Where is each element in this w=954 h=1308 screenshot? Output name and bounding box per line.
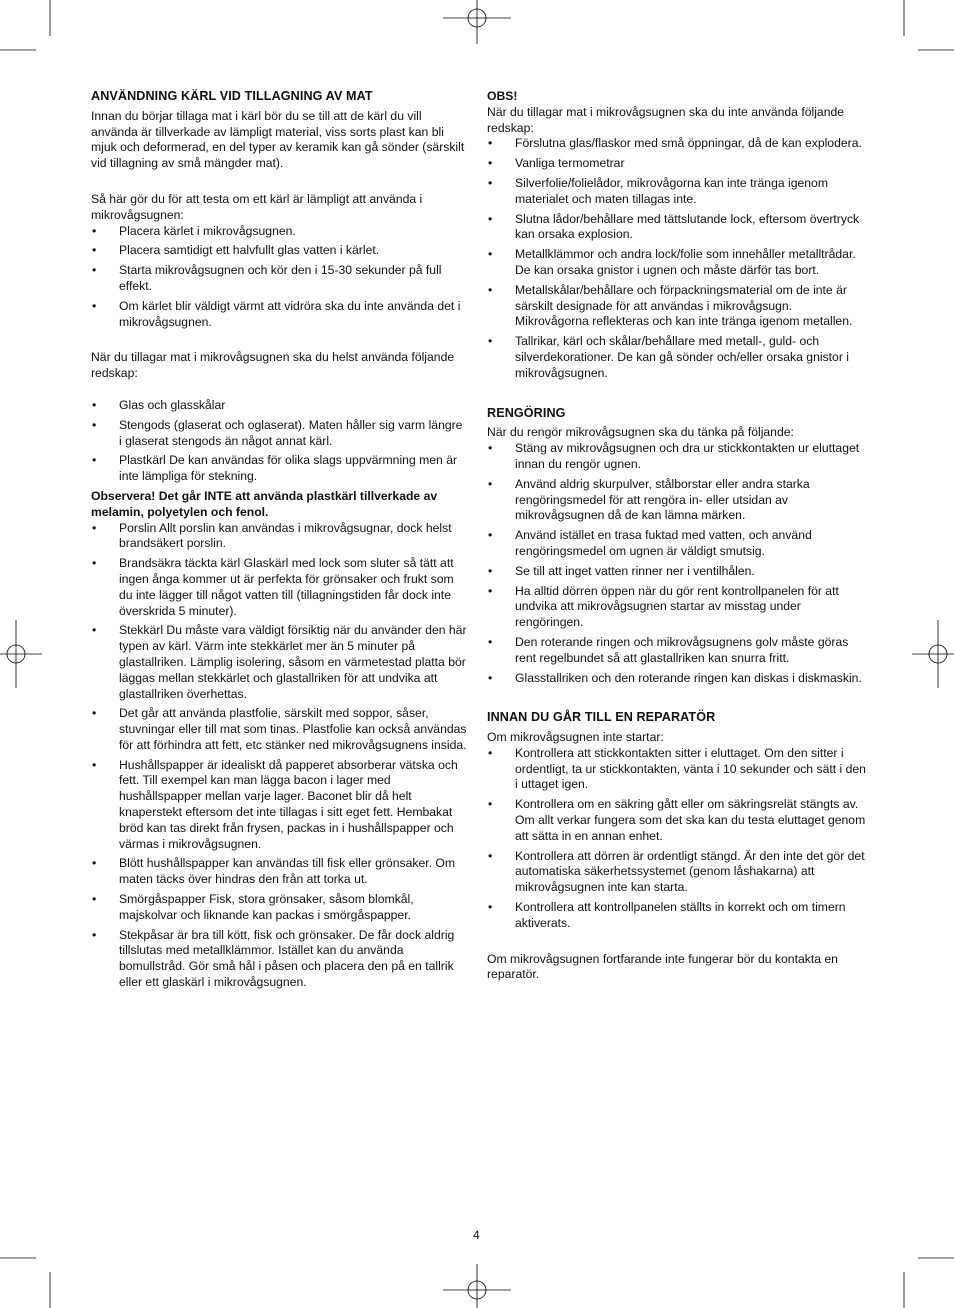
repair-item: • Kontrollera att dörren är ordentligt stängd. Är den inte det gör det automatiska säkerhetssystemet (genom låshakarna) att mikrovågsugnen inte kan starta. [487,849,867,896]
vessel-item: • Porslin Allt porslin kan användas i mikrovågsugnar, dock helst brandsäkert porslin. [91,521,467,553]
vessel-item: • Brandsäkra täckta kärl Glaskärl med lock som sluter så tätt att ingen ånga kommer ut är perfekta för grönsaker och frukt som du inte lägger till något vatten till (tillagningstiden får dock inte överskrida 5 minuter). [91,556,467,619]
obs-list [487,136,867,381]
heading-repair: INNAN DU GÅR TILL EN REPARATÖR [487,710,716,725]
obs-intro: När du tillagar mat i mikrovågsugnen ska du inte använda följande redskap: [487,104,845,135]
prefer-item: • Plastkärl De kan användas för olika slags uppvärmning men är inte lämpliga för stekning. [91,453,467,485]
vessel-item: • Det går att använda plastfolie, särskilt med soppor, såser, stuvningar eller till mat som tinas. Plastfolie kan också användas för att förhindra att fett, etc stänker ned mikrovågsugnens insida. [91,706,467,753]
repair-item: • Kontrollera att stickkontakten sitter i eluttaget. Om den sitter i ordentligt, ta ur stickkontakten, vänta i 10 sekunder och sätt i den i uttaget igen. [487,746,867,793]
clean-item: • Använd istället en trasa fuktad med vatten, och använd rengöringsmedel om ugnen är väldigt smutsig. [487,528,867,560]
clean-intro: När du rengör mikrovågsugnen ska du tänka på följande: [487,425,794,440]
repair-intro: Om mikrovågsugnen inte startar: [487,730,664,745]
repair-list [487,746,867,932]
test-intro: Så här gör du för att testa om ett kärl är lämpligt att använda i mikrovågsugnen: [91,191,423,222]
obs-item: • Metallskålar/behållare och förpackningsmaterial om de inte är särskilt designade för att användas i mikrovågsugn. Mikrovågorna reflekteras och kan inte tränga igenom metallen. [487,283,867,330]
registration-mark-top [443,0,511,44]
prefer-list [91,398,467,485]
obs-item: • Vanliga termometrar [487,156,867,172]
obs-item: • Tallrikar, kärl och skålar/behållare med metall-, guld- och silverdekorationer. De kan gå sönder och/eller orsaka gnistor i mikrovågsugnen. [487,334,867,381]
registration-mark-left [0,620,42,688]
obs-item: • Förslutna glas/flaskor med små öppningar, då de kan explodera. [487,136,867,152]
obs-item: • Slutna lådor/behållare med tättslutande lock, eftersom övertryck kan orsaka explosion. [487,212,867,244]
vessel-item: • Stekpåsar är bra till kött, fisk och grönsaker. De får dock aldrig tillslutas med metallklämmor. Istället kan du använda bomullstråd. Gör små hål i påsen och placera den på en tallrik eller ett glaskärl i mikrovågsugnen. [91,928,467,991]
test-step: • Placera samtidigt ett halvfullt glas vatten i kärlet. [91,243,467,259]
prefer-intro: När du tillagar mat i mikrovågsugnen ska du helst använda följande redskap: [91,350,455,381]
test-step: • Placera kärlet i mikrovågsugnen. [91,224,467,240]
repair-item: • Kontrollera att kontrollpanelen ställts in korrekt och om timern aktiverats. [487,900,867,932]
clean-item: • Glasstallriken och den roterande ringen kan diskas i diskmaskin. [487,671,867,687]
registration-mark-bottom [443,1264,511,1308]
obs-heading: OBS! [487,89,518,103]
prefer-item: • Glas och glasskålar [91,398,467,414]
heading-vessels: ANVÄNDNING KÄRL VID TILLAGNING AV MAT [91,89,373,103]
prefer-item: • Stengods (glaserat och oglaserat). Maten håller sig varm längre i glaserat stengods än något annat kärl. [91,418,467,450]
warning-note: Observera! Det går INTE att använda plastkärl tillverkade av melamin, polyetylen och fenol. [91,488,438,519]
clean-item: • Använd aldrig skurpulver, stålborstar eller andra starka rengöringsmedel för att rengöra in- eller utsidan av mikrovågsugnen då de kan lämna märken. [487,477,867,524]
intro-paragraph: Innan du börjar tillaga mat i kärl bör du se till att de kärl du vill använda är tillverkade av lämpligt material, viss sorts plast kan bli mjuk och deformerad, en del typer av keramik kan gå sönder (särskilt vid tillagning av små mängder mat). [91,108,465,171]
more-vessels-list [91,521,467,991]
clean-item: • Stäng av mikrovågsugnen och dra ur stickkontakten ur eluttaget innan du rengör ugnen. [487,441,867,473]
heading-cleaning: RENGÖRING [487,405,566,420]
clean-list [487,441,867,686]
test-steps-list [91,224,467,331]
clean-item: • Se till att inget vatten rinner ner i ventilhålen. [487,564,867,580]
vessel-item: • Smörgåspapper Fisk, stora grönsaker, såsom blomkål, majskolvar och liknande kan packas i smörgåspapper. [91,892,467,924]
clean-item: • Den roterande ringen och mikrovågsugnens golv måste göras rent regelbundet så att glastallriken kan snurra fritt. [487,635,867,667]
vessel-item: • Stekkärl Du måste vara väldigt försiktig när du använder den här typen av kärl. Värm inte stekkärlet mer än 5 minuter på glastallriken. Lämplig isolering, såsom en värmetestad platta bör läggas mellan stekkärlet och glastallriken för att undvika att glastallriken överhettas. [91,623,467,702]
closing-paragraph: Om mikrovågsugnen fortfarande inte fungerar bör du kontakta en reparatör. [487,951,838,982]
obs-item: • Metallklämmor och andra lock/folie som innehåller metalltrådar. De kan orsaka gnistor i ugnen och måste därför tas bort. [487,247,867,279]
obs-item: • Silverfolie/folielådor, mikrovågorna kan inte tränga igenom materialet och maten tillagas inte. [487,176,867,208]
page-number: 4 [473,1228,480,1242]
repair-item: • Kontrollera om en säkring gått eller om säkringsrelät stängts av. Om allt verkar fungera som det ska kan du testa eluttaget genom att sätta in en annan enhet. [487,797,867,844]
test-step: • Om kärlet blir väldigt värmt att vidröra ska du inte använda det i mikrovågsugnen. [91,299,467,331]
vessel-item: • Hushållspapper är idealiskt då papperet absorberar vätska och fett. Till exempel kan man lägga bacon i lager med hushållspapper mellan varje lager. Baconet blir då helt knaperstekt eftersom det inte tillagas i sitt eget fett. Hembakat bröd kan tas direkt från frysen, packas in i hushållspapper och värmas i mikrovågsugnen. [91,758,467,853]
right-column [487,89,867,983]
left-column [91,89,467,995]
clean-item: • Ha alltid dörren öppen när du gör rent kontrollpanelen för att undvika att mikrovågsugnen startar av misstag under rengöringen. [487,584,867,631]
vessel-item: • Blött hushållspapper kan användas till fisk eller grönsaker. Om maten täcks över hindras den från att torka ut. [91,856,467,888]
test-step: • Starta mikrovågsugnen och kör den i 15-30 sekunder på full effekt. [91,263,467,295]
registration-mark-right [912,620,954,688]
